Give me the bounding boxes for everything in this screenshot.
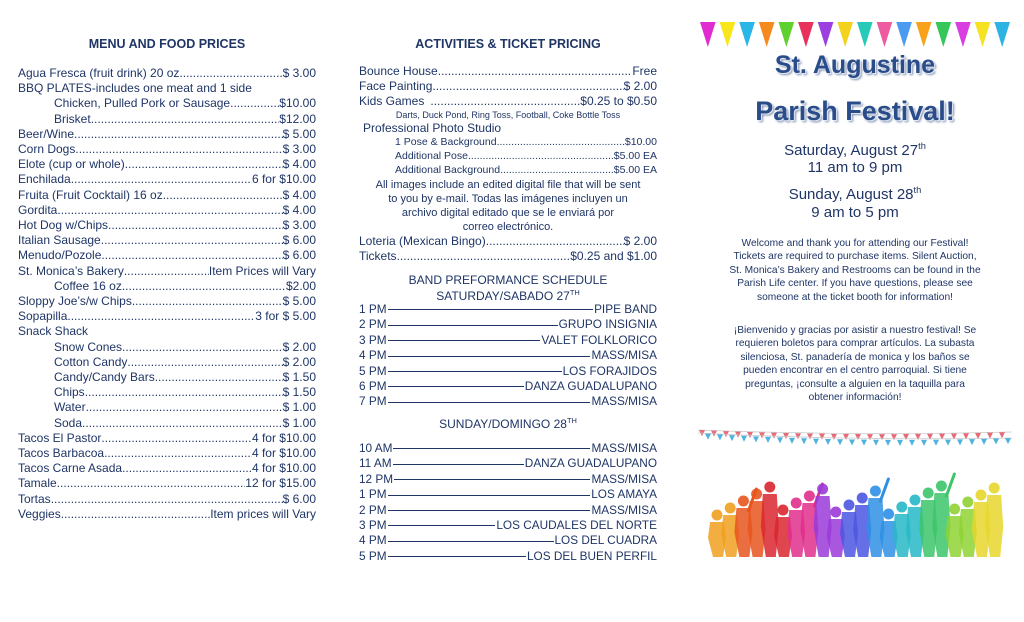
item-label: Elote (cup or whole) <box>18 157 125 172</box>
item-price: $ 6.00 <box>282 248 316 263</box>
photo-label: Additional Pose <box>395 150 468 162</box>
schedule-time: 4 PM <box>359 348 387 363</box>
bunting-flag <box>993 439 999 445</box>
schedule-row <box>359 441 657 456</box>
bunting-flag <box>819 434 825 440</box>
bunting-flag <box>873 440 879 446</box>
schedule-act: MASS/MISA <box>591 394 657 409</box>
menu-item-row <box>18 507 316 522</box>
schedule-time: 12 PM <box>359 471 394 486</box>
menu-heading: MENU AND FOOD PRICES <box>88 37 246 51</box>
schedule-act: MASS/MISA <box>591 502 657 517</box>
item-label: Brisket <box>54 111 91 126</box>
menu-item-row <box>18 461 316 476</box>
schedule-act: MASS/MISA <box>591 441 657 455</box>
schedule-row <box>359 333 657 348</box>
bunting-flag <box>855 434 861 440</box>
menu-item-row <box>18 446 316 461</box>
item-label: Enchilada <box>18 172 71 187</box>
item-price: $ 2.00 <box>282 339 316 354</box>
loteria-row <box>359 234 657 249</box>
tickets-row <box>359 249 657 264</box>
pennant-flag <box>700 22 716 47</box>
item-label: Snack Shack <box>18 324 89 339</box>
item-label: Sloppy Joe’s/w Chips <box>18 294 132 308</box>
schedule-act: DANZA GUADALUPANO <box>524 456 657 471</box>
item-label: Chicken, Pulled Pork or Sausage <box>54 96 231 111</box>
item-label: St. Monica’s Bakery <box>18 263 124 278</box>
schedule-row <box>359 549 657 564</box>
schedule-act: LOS CAUDALES DEL NORTE <box>496 518 657 532</box>
item-label: BBQ PLATES-includes one meat and 1 side <box>18 81 252 96</box>
item-price: $ 5.00 <box>282 126 316 141</box>
item-label: Gordita <box>18 202 58 217</box>
bunting-string <box>698 430 1012 434</box>
item-label: Cotton Candy <box>54 354 128 369</box>
row-label: Bounce House <box>359 64 438 78</box>
schedule-time: 5 PM <box>359 548 387 563</box>
welcome-line: requieren boletos para comprar artículos. La subasta <box>735 338 975 350</box>
photo-label: Additional Background <box>395 164 501 176</box>
item-label: Tacos El Pastor <box>18 430 102 445</box>
schedule-act: PIPE BAND <box>594 302 657 316</box>
item-label: Tamale <box>18 476 57 491</box>
row-price: $0.25 and $1.00 <box>570 249 657 263</box>
menu-item-row <box>18 324 316 339</box>
schedule-row <box>359 379 657 394</box>
schedule-time: 6 PM <box>359 379 387 393</box>
menu-item-row <box>18 400 316 415</box>
pennant-flag <box>837 22 853 47</box>
menu-item-row <box>18 431 316 446</box>
schedule-act: GRUPO INSIGNIA <box>558 317 657 332</box>
welcome-line: pueden encontrar en el centro parroquial. Si tiene <box>743 365 967 377</box>
item-price: 4 for $10.00 <box>251 430 316 445</box>
saturday-heading: SATURDAY/SABADO 27TH <box>436 288 580 303</box>
bunting-flag <box>825 439 831 445</box>
bunting-flag <box>975 433 981 439</box>
festival-title-line1: St. Augustine <box>774 51 936 79</box>
menu-item-row <box>18 385 316 400</box>
menu-item-row <box>18 340 316 355</box>
bunting-flag <box>861 440 867 446</box>
menu-item-row <box>18 279 316 294</box>
bunting-flag <box>789 438 795 444</box>
menu-item-row <box>18 355 316 370</box>
pennant-flag <box>759 22 775 47</box>
row-price: Free <box>632 64 657 78</box>
item-label: Corn Dogs <box>18 142 76 156</box>
item-label: Tacos Barbacoa <box>18 446 105 460</box>
item-price: $ 5.00 <box>282 294 316 308</box>
item-label: Beer/Wine <box>18 126 75 141</box>
schedule-time: 11 AM <box>359 456 392 471</box>
item-price: Item Prices will Vary <box>208 263 316 278</box>
bunting-flag <box>909 440 915 446</box>
schedule-row <box>359 503 657 518</box>
menu-item-row <box>18 96 316 111</box>
menu-item-row <box>18 218 316 233</box>
bunting-flag <box>849 439 855 445</box>
schedule-row <box>359 472 657 487</box>
menu-item-row <box>18 203 316 218</box>
bunting-flag <box>795 433 801 439</box>
bunting-flag <box>945 440 951 446</box>
item-price: $ 1.00 <box>282 400 316 415</box>
bunting-flag <box>1005 438 1011 444</box>
menu-item-row <box>18 416 316 431</box>
bunting-flag <box>729 435 735 441</box>
bunting-flag <box>897 440 903 446</box>
item-price: 4 for $10.00 <box>251 461 316 476</box>
schedule-act: LOS DEL BUEN PERFIL <box>526 548 657 563</box>
saturday-hours: 11 am to 9 pm <box>807 159 903 176</box>
bunting-flag <box>831 434 837 440</box>
item-price: $ 3.00 <box>282 218 316 232</box>
sunday-hours: 9 am to 5 pm <box>811 204 899 221</box>
schedule-act: MASS/MISA <box>591 471 657 486</box>
welcome-line: preguntas, ¡consulte a alguien en la taquilla para <box>745 378 965 390</box>
item-price: Item prices will Vary <box>210 506 316 521</box>
schedule-row <box>359 317 657 332</box>
bunting-flag <box>813 439 819 445</box>
schedule-act: MASS/MISA <box>591 348 657 363</box>
schedule-time: 7 PM <box>359 394 387 409</box>
schedule-row <box>359 518 657 533</box>
photo-note-3: archivo digital editado que se le enviará por <box>401 207 615 219</box>
row-label: Kids Games <box>359 94 425 108</box>
schedule-act: LOS AMAYA <box>591 487 657 502</box>
menu-item-row <box>18 81 316 96</box>
welcome-line: Welcome and thank you for attending our Festival! <box>741 238 969 249</box>
face-painting-row <box>359 79 657 94</box>
item-label: Water <box>54 400 86 415</box>
bunting-flag <box>705 434 711 440</box>
item-label: Veggies <box>18 506 61 521</box>
bunting-flag <box>837 439 843 445</box>
item-label: Italian Sausage <box>18 233 101 248</box>
schedule-time: 1 PM <box>359 487 387 502</box>
item-price: $ 6.00 <box>282 491 316 506</box>
item-price: $ 4.00 <box>282 187 316 202</box>
item-price: $ 1.00 <box>282 415 316 430</box>
welcome-line: silenciosa, St. panadería de monica y los baños se <box>740 351 970 363</box>
pennant-banner-bottom <box>698 424 1012 450</box>
photo-price: $5.00 EA <box>613 164 657 176</box>
bunting-flag <box>969 439 975 445</box>
item-label: Tacos Carne Asada <box>18 461 123 476</box>
schedule-time: 10 AM <box>359 441 393 455</box>
pennant-banner-top <box>698 20 1012 50</box>
welcome-spanish <box>702 324 1008 404</box>
photo-note-1: All images include an edited digital file that will be sent <box>375 179 641 191</box>
pennant-flag <box>896 22 912 47</box>
menu-item-row <box>18 127 316 142</box>
welcome-line: obtener información! <box>808 392 902 404</box>
item-label: Candy/Candy Bars <box>54 370 155 384</box>
menu-item-row <box>18 294 316 309</box>
menu-item-row <box>18 233 316 248</box>
row-price: $0.25 to $0.50 <box>580 94 657 108</box>
item-price: $ 2.00 <box>282 354 316 369</box>
bunting-flag <box>753 436 759 442</box>
bunting-flag <box>765 437 771 443</box>
bunting-flag <box>867 434 873 440</box>
bunting-flag <box>801 438 807 444</box>
item-label: Hot Dog w/Chips <box>18 218 109 232</box>
bunting-flag <box>921 440 927 446</box>
item-price: $2.00 <box>285 278 316 293</box>
schedule-row <box>359 487 657 502</box>
festival-title-line2: Parish Festival! <box>755 96 955 126</box>
schedule-act: DANZA GUADALUPANO <box>524 379 657 393</box>
photo-studio-title: Professional Photo Studio <box>363 121 502 135</box>
item-label: Snow Cones <box>54 339 123 354</box>
activities-heading: ACTIVITIES & TICKET PRICING <box>415 37 601 51</box>
photo-note-2: to you by e-mail. Todas las imágenes incluyen un <box>388 193 628 205</box>
bunting-flag <box>879 434 885 440</box>
photo-price: $5.00 EA <box>613 150 657 162</box>
menu-item-row <box>18 476 316 491</box>
welcome-line: ¡Bienvenido y gracias por asistir a nuestro festival! Se <box>733 325 977 336</box>
menu-item-row <box>18 157 316 172</box>
row-label: Loteria (Mexican Bingo) <box>359 234 486 248</box>
schedule-time: 3 PM <box>359 518 387 532</box>
sunday-date: Sunday, August 28th <box>788 185 922 203</box>
pennant-flag <box>975 22 991 47</box>
item-price: $ 4.00 <box>282 157 316 172</box>
welcome-line: Tickets are required to purchase items. Silent Auction, <box>733 251 977 263</box>
schedule-time: 2 PM <box>359 317 387 332</box>
saturday-date: Saturday, August 27th <box>784 141 926 159</box>
item-price: $ 3.00 <box>282 142 316 156</box>
bunting-flag <box>741 436 747 442</box>
pennant-flag <box>818 22 834 47</box>
item-label: Agua Fresca (fruit drink) 20 oz <box>18 66 180 80</box>
pennant-flag <box>857 22 873 47</box>
schedule-act: VALET FOLKLORICO <box>541 332 657 347</box>
pennant-flag <box>916 22 932 47</box>
item-price: 3 for $ 5.00 <box>255 309 316 324</box>
bunting-flag <box>987 433 993 439</box>
item-label: Chips <box>54 385 85 400</box>
pennant-flag <box>779 22 795 47</box>
row-price: $ 2.00 <box>623 234 657 248</box>
schedule-act: LOS FORAJIDOS <box>562 363 657 378</box>
item-label: Coffee 16 oz <box>54 278 122 293</box>
menu-item-row <box>18 492 316 507</box>
schedule-row <box>359 364 657 379</box>
item-price: $ 1.50 <box>282 370 316 384</box>
item-price: $ 3.00 <box>282 66 316 80</box>
schedule-time: 2 PM <box>359 502 387 517</box>
pennant-flag <box>798 22 814 47</box>
kids-games-note: Darts, Duck Pond, Ring Toss, Football, Coke Bottle Toss <box>395 110 621 120</box>
menu-item-row <box>18 66 316 81</box>
welcome-line: Parish Life center. If you have questions, please see <box>737 278 973 290</box>
row-label: Face Painting <box>359 79 433 93</box>
schedule-row <box>359 533 657 548</box>
bunting-flag <box>783 433 789 439</box>
band-heading: BAND PREFORMANCE SCHEDULE <box>408 273 608 287</box>
schedule-time: 1 PM <box>359 302 387 316</box>
menu-item-row <box>18 370 316 385</box>
bunting-flag <box>933 440 939 446</box>
photo-note-4: correo electrónico. <box>462 221 554 233</box>
bounce-house-row <box>359 64 657 79</box>
item-label: Sopapilla <box>18 309 68 324</box>
photo-label: 1 Pose & Background <box>395 136 497 148</box>
photo-price-row <box>395 150 657 163</box>
schedule-row <box>359 302 657 317</box>
photo-price: $10.00 <box>624 136 657 148</box>
bunting-flag <box>843 434 849 440</box>
crowd-silhouette-image <box>706 462 1006 557</box>
menu-item-row <box>18 188 316 203</box>
item-price: $12.00 <box>279 111 316 126</box>
welcome-english <box>702 237 1008 304</box>
item-price: 6 for $10.00 <box>251 172 316 187</box>
bunting-flag <box>777 437 783 443</box>
menu-item-row <box>18 248 316 263</box>
schedule-time: 3 PM <box>359 332 387 347</box>
row-price: $ 2.00 <box>623 79 657 93</box>
bunting-flag <box>999 432 1005 438</box>
bunting-flag <box>885 440 891 446</box>
bunting-flag <box>717 434 723 440</box>
row-label: Tickets <box>359 249 397 263</box>
schedule-time: 4 PM <box>359 533 387 548</box>
sunday-heading: SUNDAY/DOMINGO 28TH <box>439 416 577 431</box>
menu-item-row <box>18 172 316 187</box>
menu-item-row <box>18 264 316 279</box>
menu-item-row <box>18 309 316 324</box>
item-price: 12 for $15.00 <box>245 476 316 491</box>
item-price: $ 1.50 <box>282 385 316 400</box>
schedule-time: 5 PM <box>359 363 387 378</box>
schedule-row <box>359 394 657 409</box>
item-price: 4 for $10.00 <box>251 446 316 460</box>
kids-games-row <box>359 94 657 109</box>
schedule-row <box>359 456 657 471</box>
pennant-flag <box>877 22 893 47</box>
pennant-flag <box>739 22 755 47</box>
pennant-flag <box>936 22 952 47</box>
bunting-flag <box>957 439 963 445</box>
pennant-flag <box>955 22 971 47</box>
item-label: Menudo/Pozole <box>18 248 102 263</box>
welcome-line: someone at the ticket booth for information! <box>757 291 953 303</box>
welcome-line: St. Monica’s Bakery and Restrooms can be found in the <box>729 264 981 276</box>
menu-item-row <box>18 142 316 157</box>
photo-price-row <box>395 136 657 149</box>
bunting-flag <box>771 433 777 439</box>
menu-item-row <box>18 112 316 127</box>
pennant-flag <box>720 22 736 47</box>
item-label: Tortas <box>18 491 51 506</box>
item-price: $ 6.00 <box>282 233 316 248</box>
item-label: Fruita (Fruit Cocktail) 16 oz <box>18 187 163 202</box>
item-label: Soda <box>54 415 83 430</box>
schedule-row <box>359 348 657 363</box>
photo-price-row <box>395 164 657 177</box>
item-price: $10.00 <box>279 96 316 111</box>
pennant-flag <box>994 22 1010 47</box>
bunting-flag <box>891 434 897 440</box>
bunting-flag <box>807 433 813 439</box>
item-price: $ 4.00 <box>282 202 316 217</box>
schedule-act: LOS DEL CUADRA <box>554 533 657 548</box>
bunting-flag <box>981 439 987 445</box>
